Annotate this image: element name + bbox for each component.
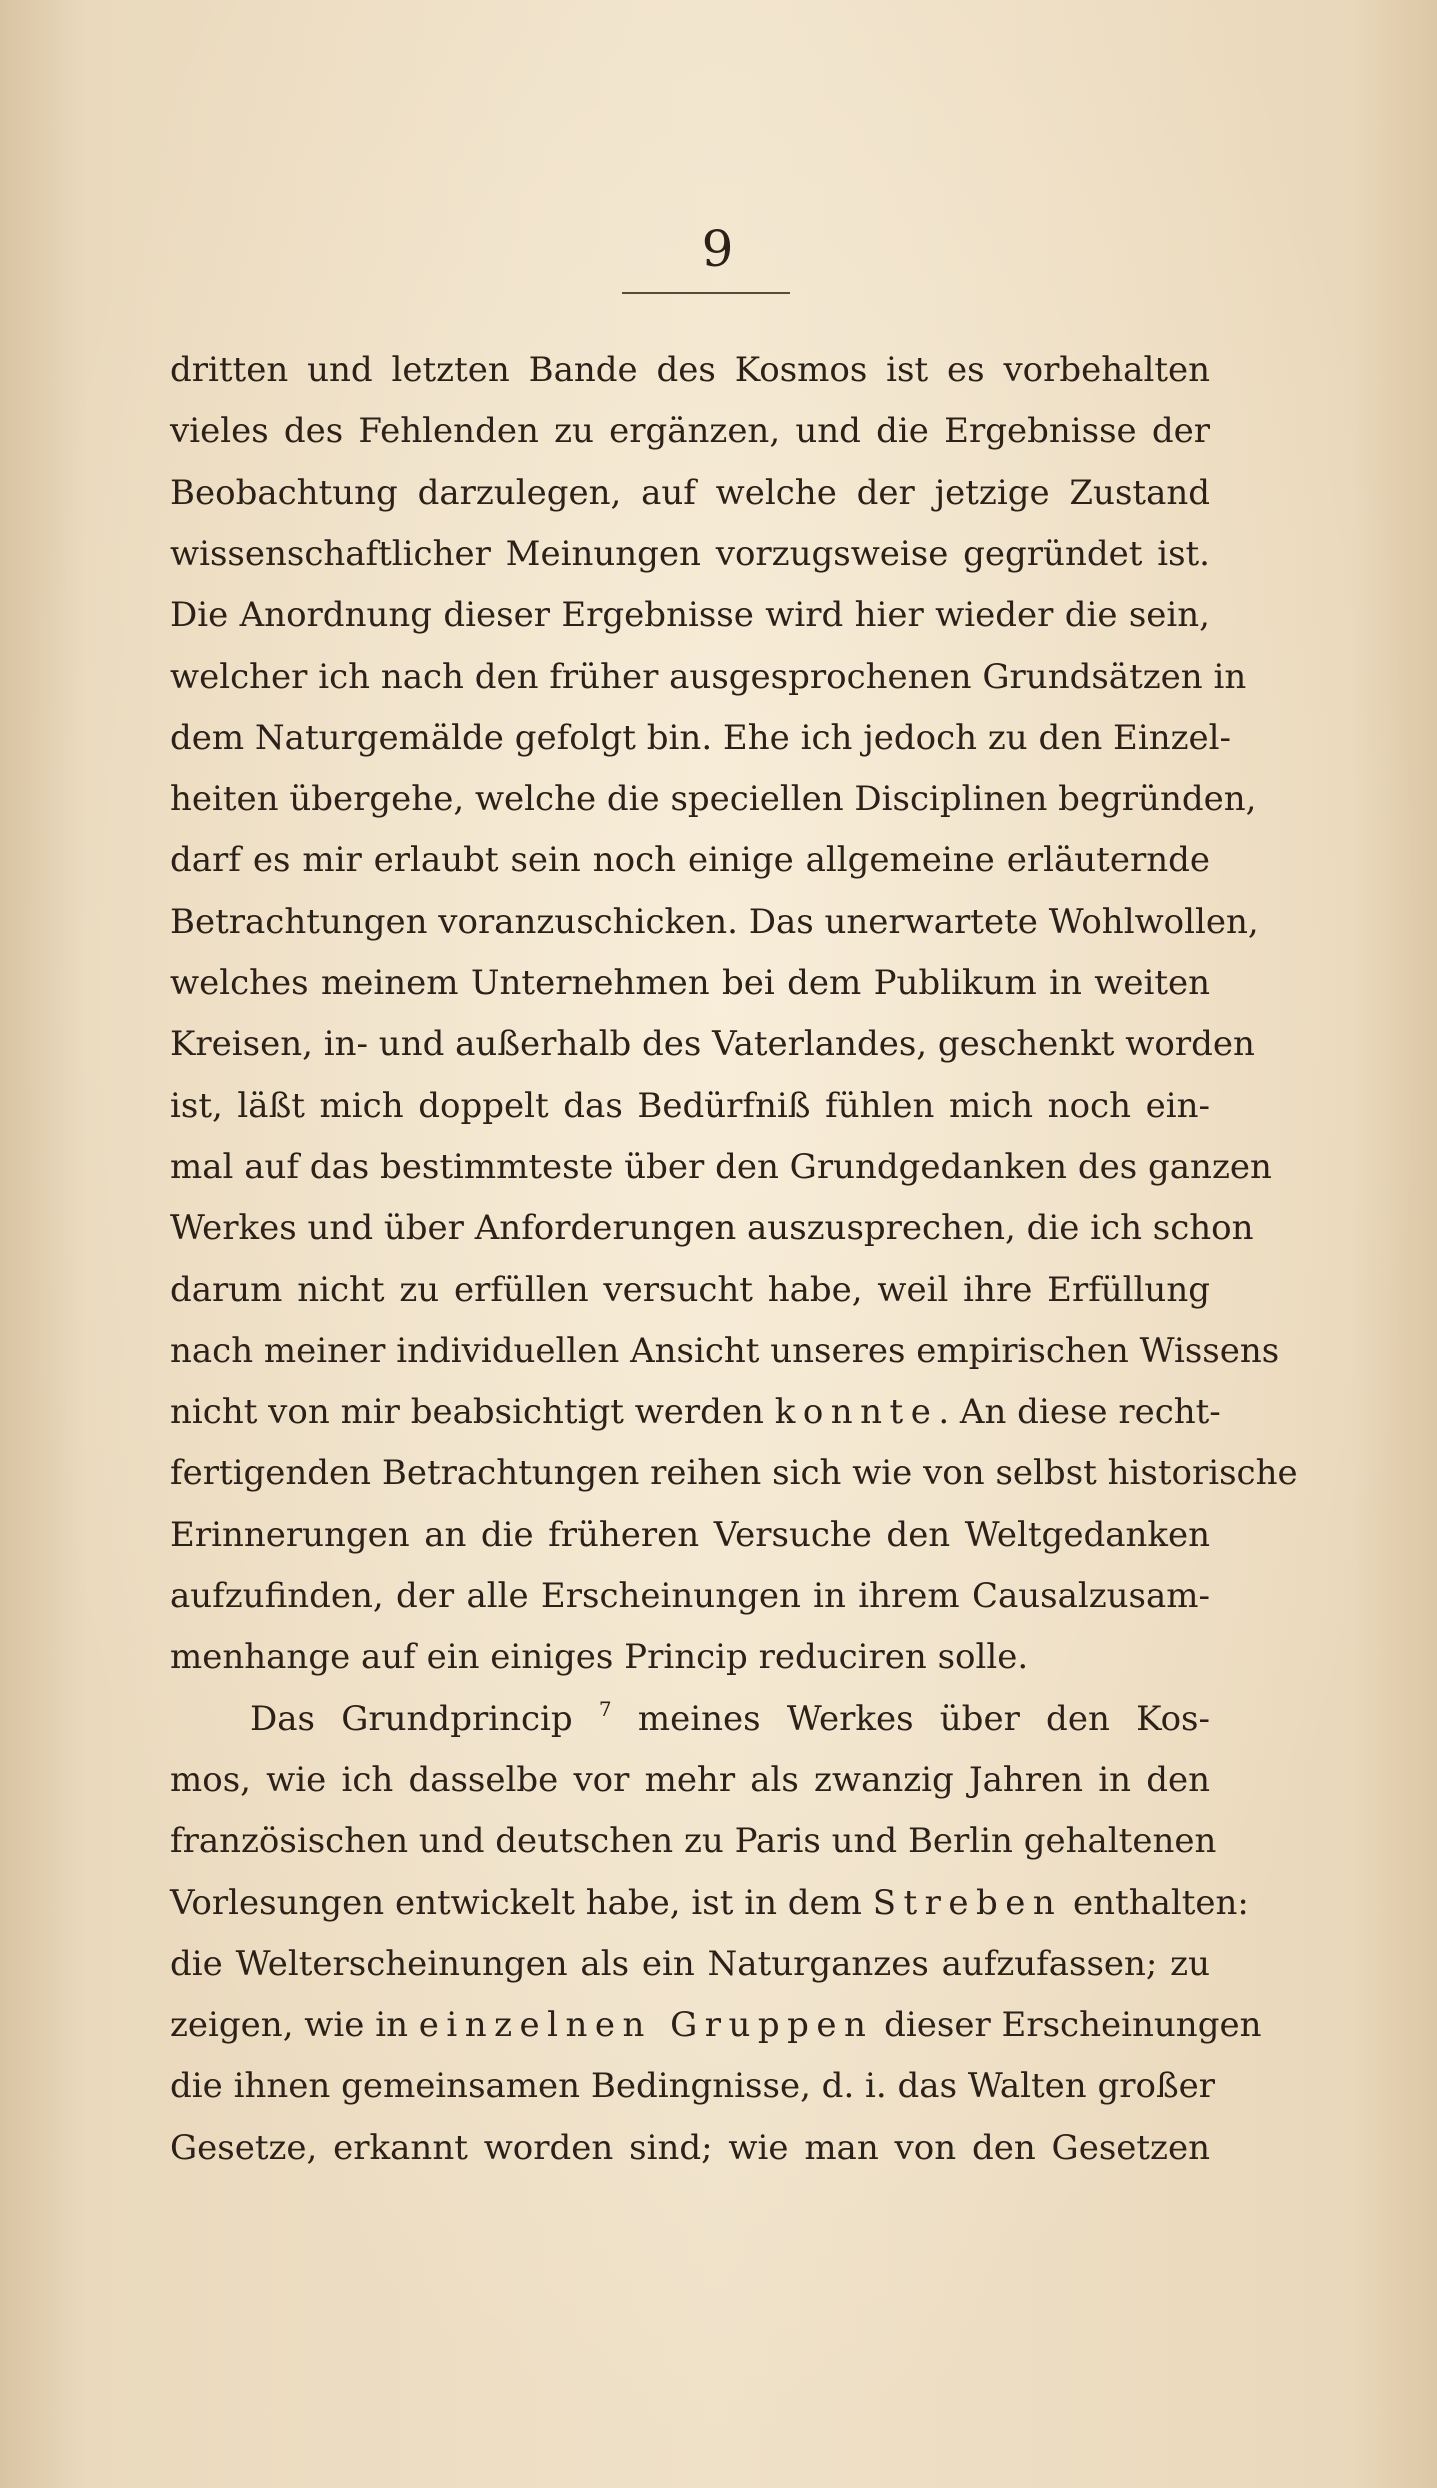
text-segment: Das Grundprincip xyxy=(250,1698,599,1739)
text-line: dritten und letzten Bande des Kosmos ist es vorbehalten xyxy=(170,350,1210,390)
text-line: darum nicht zu erfüllen versucht habe, weil ihre Erfüllung xyxy=(170,1269,1210,1310)
text-line: die Welterscheinungen als ein Naturganzes aufzufassen; zu xyxy=(170,1943,1210,1984)
text-segment: dieser Erscheinungen xyxy=(873,2005,1262,2046)
text-segment: nicht von mir beabsichtigt werden xyxy=(170,1392,775,1433)
text-line: ist, läßt mich doppelt das Bedürfniß fühlen mich noch ein- xyxy=(170,1085,1210,1126)
footnote-marker: 7 xyxy=(598,1696,612,1721)
text-line: die ihnen gemeinsamen Bedingnisse, d. i. das Walten großer xyxy=(170,2066,1216,2107)
text-line xyxy=(170,1873,1249,1933)
text-line: Betrachtungen voranzuschicken. Das unerwartete Wohlwollen, xyxy=(170,901,1259,942)
text-segment: Vorlesungen entwickelt habe, ist in dem xyxy=(170,1882,873,1923)
text-line: Kreisen, in- und außerhalb des Vaterlandes, geschenkt worden xyxy=(170,1024,1255,1065)
text-segment: meines Werkes über den Kos- xyxy=(611,1698,1210,1739)
header-rule xyxy=(622,292,790,294)
text-segment: . An diese recht- xyxy=(938,1392,1221,1433)
page-number: 9 xyxy=(701,220,736,278)
text-line: dem Naturgemälde gefolgt bin. Ehe ich jedoch zu den Einzel- xyxy=(170,717,1232,758)
text-line: Beobachtung darzulegen, auf welche der jetzige Zustand xyxy=(170,472,1210,513)
text-line: nach meiner individuellen Ansicht unseres empirischen Wissens xyxy=(170,1330,1280,1371)
text-line xyxy=(250,1689,1210,1749)
text-segment: zeigen, wie in xyxy=(170,2005,419,2046)
text-line: aufzufinden, der alle Erscheinungen in ihrem Causalzusam- xyxy=(170,1576,1210,1616)
emphasized-text: Streben xyxy=(872,1882,1063,1923)
text-line: fertigenden Betrachtungen reihen sich wie von selbst historische xyxy=(170,1453,1298,1494)
text-line: vieles des Fehlenden zu ergänzen, und die Ergebnisse der xyxy=(170,411,1210,452)
text-line: Werkes und über Anforderungen auszusprechen, die ich schon xyxy=(170,1208,1254,1249)
text-line: mal auf das bestimmteste über den Grundgedanken des ganzen xyxy=(170,1146,1272,1187)
text-line xyxy=(170,1382,1221,1442)
text-line: menhange auf ein einiges Princip reduciren solle. xyxy=(170,1637,1029,1678)
text-line: wissenschaftlicher Meinungen vorzugsweise gegründet ist. xyxy=(170,533,1210,574)
text-line: französischen und deutschen zu Paris und Berlin gehaltenen xyxy=(170,1821,1217,1862)
text-line: Die Anordnung dieser Ergebnisse wird hier wieder die sein, xyxy=(170,595,1210,636)
text-line: welcher ich nach den früher ausgesprochenen Grundsätzen in xyxy=(170,656,1247,697)
text-line: welches meinem Unternehmen bei dem Publikum in weiten xyxy=(170,963,1210,1003)
emphasized-text: einzelnen Gruppen xyxy=(418,2005,874,2046)
text-line: mos, wie ich dasselbe vor mehr als zwanzig Jahren in den xyxy=(170,1759,1210,1800)
text-line: Erinnerungen an die früheren Versuche den Weltgedanken xyxy=(170,1514,1210,1555)
text-segment: enthalten: xyxy=(1062,1882,1249,1923)
text-line: darf es mir erlaubt sein noch einige allgemeine erläuternde xyxy=(170,840,1210,881)
text-line xyxy=(170,1995,1262,2055)
text-line: Gesetze, erkannt worden sind; wie man von den Gesetzen xyxy=(170,2127,1210,2168)
emphasized-text: konnte xyxy=(774,1392,939,1433)
text-line: heiten übergehe, welche die speciellen Disciplinen begründen, xyxy=(170,779,1257,820)
